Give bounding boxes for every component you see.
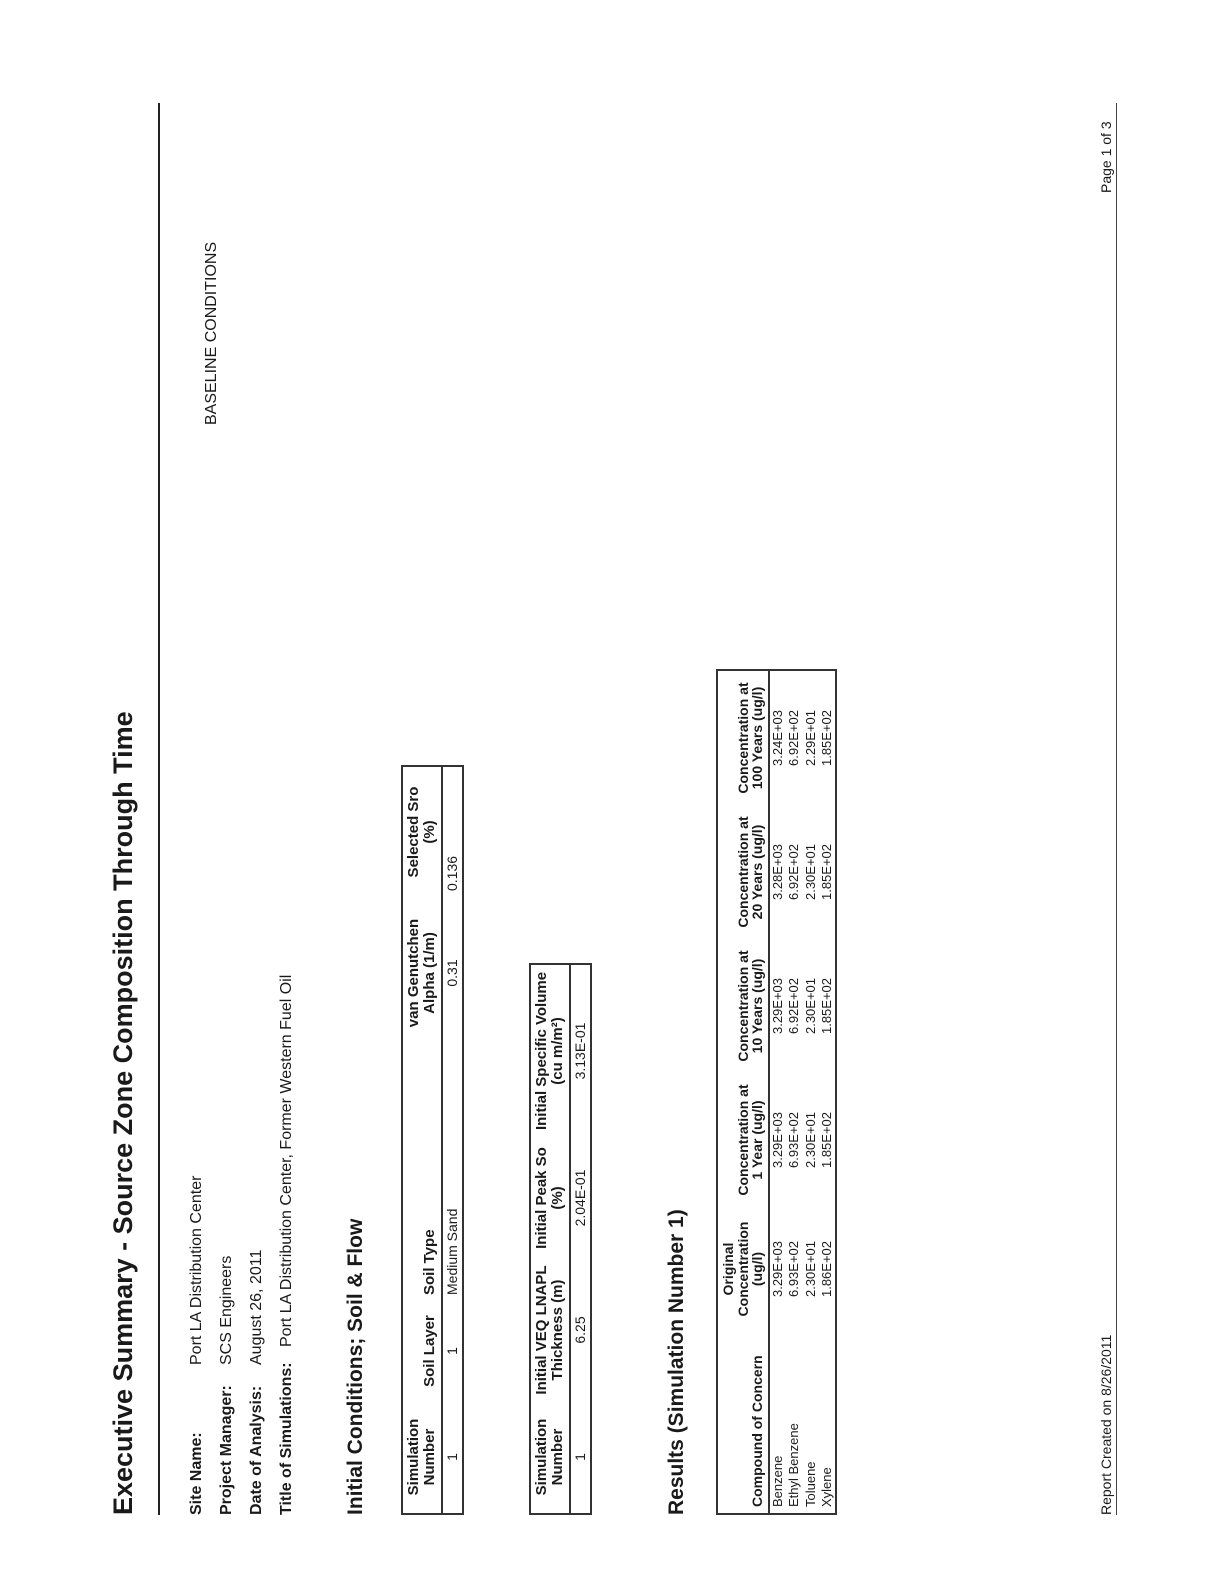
footer-divider — [1116, 103, 1117, 1515]
col-selected-sro: Selected Sro (%) — [405, 786, 438, 878]
cell: 1 — [571, 1453, 588, 1461]
col-simulation-number: Simulation Number — [533, 1418, 566, 1496]
cell: Xylene — [818, 1467, 834, 1507]
cell: 6.92E+02 — [786, 977, 802, 1035]
page-number: Page 1 of 3 — [1098, 121, 1114, 193]
cell: 6.93E+02 — [786, 1111, 802, 1169]
project-manager-label: Project Manager: — [218, 1385, 235, 1515]
page-title: Executive Summary - Source Zone Composition Through Time — [108, 711, 138, 1515]
col-concentration-1yr: Concentration at 1 Year (ug/l) — [734, 1084, 766, 1196]
table-row — [442, 766, 463, 1514]
cell: 6.25 — [571, 1316, 588, 1344]
date-value: August 26, 2011 — [248, 1249, 265, 1365]
cell: 1 — [443, 1347, 460, 1355]
date-label: Date of Analysis: — [248, 1385, 265, 1515]
cell: 2.30E+01 — [802, 1240, 818, 1298]
cell: Ethyl Benzene — [786, 1423, 802, 1507]
cell: 1.85E+02 — [818, 977, 834, 1035]
cell: 3.24E+03 — [770, 709, 786, 767]
results-table — [716, 669, 837, 1515]
cell: 3.29E+03 — [770, 1111, 786, 1169]
col-initial-peak-so: Initial Peak So (%) — [533, 1147, 566, 1249]
col-simulation-number: Simulation Number — [405, 1418, 438, 1496]
soil-flow-table — [401, 765, 464, 1515]
report-page — [108, 65, 1160, 1515]
col-van-genutchen: van Genutchen Alpha (1/m) — [405, 918, 438, 1028]
col-soil-type: Soil Type — [420, 1229, 438, 1295]
cell: 2.30E+01 — [802, 843, 818, 901]
simulations-title-label: Title of Simulations: — [278, 1362, 295, 1515]
cell: 1.86E+02 — [818, 1240, 834, 1298]
cell: 2.29E+01 — [802, 709, 818, 767]
cell: 1.85E+02 — [818, 843, 834, 901]
col-lnapl-thickness: Initial VEQ LNAPL Thickness (m) — [533, 1265, 566, 1395]
cell: 3.29E+03 — [770, 977, 786, 1035]
cell: 3.28E+03 — [770, 843, 786, 901]
baseline-conditions-label: BASELINE CONDITIONS — [203, 241, 220, 425]
table-row — [786, 670, 802, 1514]
site-name-value: Port LA Distribution Center — [188, 1175, 205, 1365]
cell: 2.04E-01 — [571, 1169, 588, 1227]
col-soil-layer: Soil Layer — [420, 1315, 438, 1387]
results-heading: Results (Simulation Number 1) — [665, 1209, 688, 1515]
table-row — [803, 670, 819, 1514]
cell: 1.85E+02 — [818, 709, 834, 767]
cell: 1 — [443, 1453, 460, 1461]
cell: 1.85E+02 — [818, 1111, 834, 1169]
col-concentration-10yr: Concentration at 10 Years (ug/l) — [734, 950, 766, 1062]
col-concentration-100yr: Concentration at 100 Years (ug/l) — [734, 682, 766, 794]
cell: 6.93E+02 — [786, 1240, 802, 1298]
cell: 2.30E+01 — [802, 1111, 818, 1169]
cell: Medium Sand — [443, 1208, 460, 1295]
col-original-concentration: Original Concentration (ug/l) — [720, 1221, 766, 1317]
cell: 0.31 — [443, 959, 460, 987]
report-created-date: Report Created on 8/26/2011 — [1098, 1334, 1114, 1515]
project-manager-value: SCS Engineers — [218, 1255, 235, 1365]
col-compound: Compound of Concern — [749, 1355, 766, 1507]
cell: Toluene — [802, 1461, 818, 1507]
title-divider — [158, 103, 160, 1515]
soil-flow-heading: Initial Conditions; Soil & Flow — [344, 1218, 367, 1515]
cell: 2.30E+01 — [802, 977, 818, 1035]
cell: 6.92E+02 — [786, 843, 802, 901]
col-concentration-20yr: Concentration at 20 Years (ug/l) — [734, 816, 766, 928]
cell: 0.136 — [443, 855, 460, 891]
lnapl-table — [529, 963, 592, 1515]
table-row — [769, 670, 786, 1514]
simulations-title-value: Port LA Distribution Center, Former Western Fuel Oil — [278, 974, 295, 1347]
cell: Benzene — [770, 1455, 786, 1507]
table-row — [819, 670, 836, 1514]
cell: 6.92E+02 — [786, 709, 802, 767]
cell: 3.29E+03 — [770, 1240, 786, 1298]
cell: 3.13E-01 — [571, 1022, 588, 1080]
table-row — [570, 964, 591, 1514]
site-name-label: Site Name: — [188, 1432, 205, 1515]
col-specific-volume: Initial Specific Volume (cu m/m²) — [533, 971, 566, 1131]
